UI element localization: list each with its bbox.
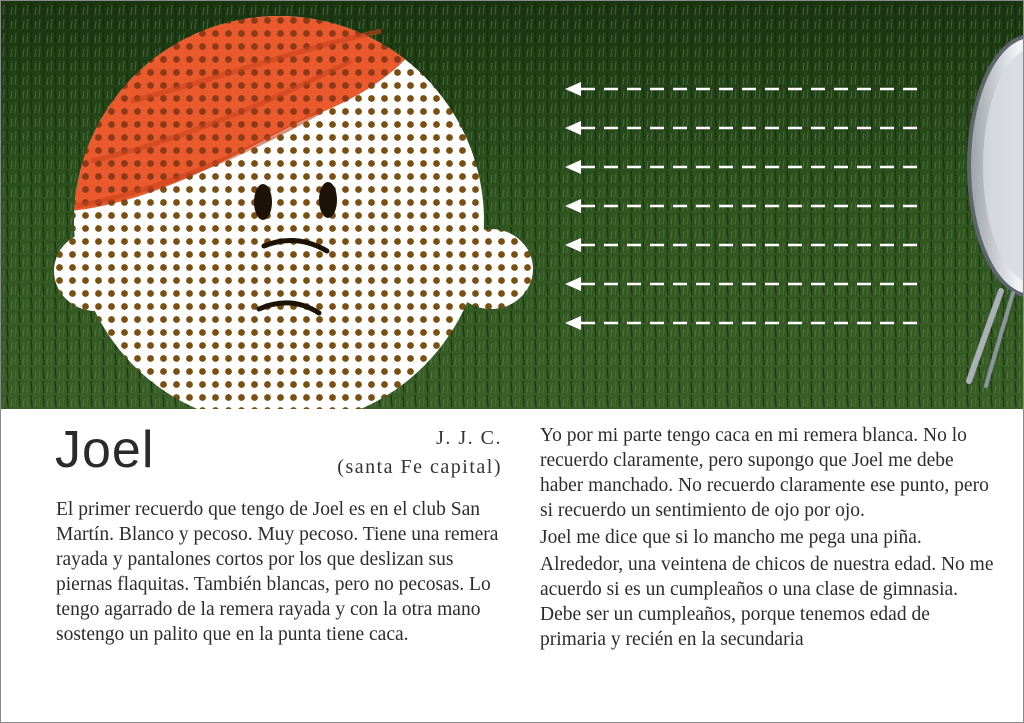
paragraph: Alrededor, una veintena de chicos de nuestra edad. No me acuerdo si es un cumpleaños o una clase de gimnasia. Debe ser un cumpleaños, porque tenemos edad de primaria y recién en la secundaria <box>540 554 994 650</box>
author-location: (santa Fe capital) <box>337 456 502 478</box>
illustration-svg <box>1 1 1023 409</box>
paragraph: Yo por mi parte tengo caca en mi remera blanca. No lo recuerdo claramente, pero supongo que Joel me debe haber manchado. No recuerdo claramente ese punto, pero si recuerdo un sentimiento de ojo por ojo. <box>540 425 989 521</box>
byline <box>337 424 502 482</box>
paragraph: Joel me dice que si lo mancho me pega una piña. <box>540 527 922 548</box>
paragraph: El primer recuerdo que tengo de Joel es en el club San Martín. Blanco y pecoso. Muy pecoso. Tiene una remera rayada y pantalones cortos por los que deslizan sus piernas flaquitas. También blancas, pero no pecosas. Lo tengo agarrado de la remera rayada y con la otra mano sostengo un palito que en la punta tiene caca. <box>56 499 499 645</box>
right-eye <box>319 182 337 218</box>
left-eye <box>254 184 272 220</box>
article-title: Joel <box>55 421 155 479</box>
hero-illustration <box>1 1 1023 409</box>
left-column <box>56 497 506 647</box>
author-initials: J. J. C. <box>436 427 502 449</box>
right-column <box>540 423 1000 652</box>
